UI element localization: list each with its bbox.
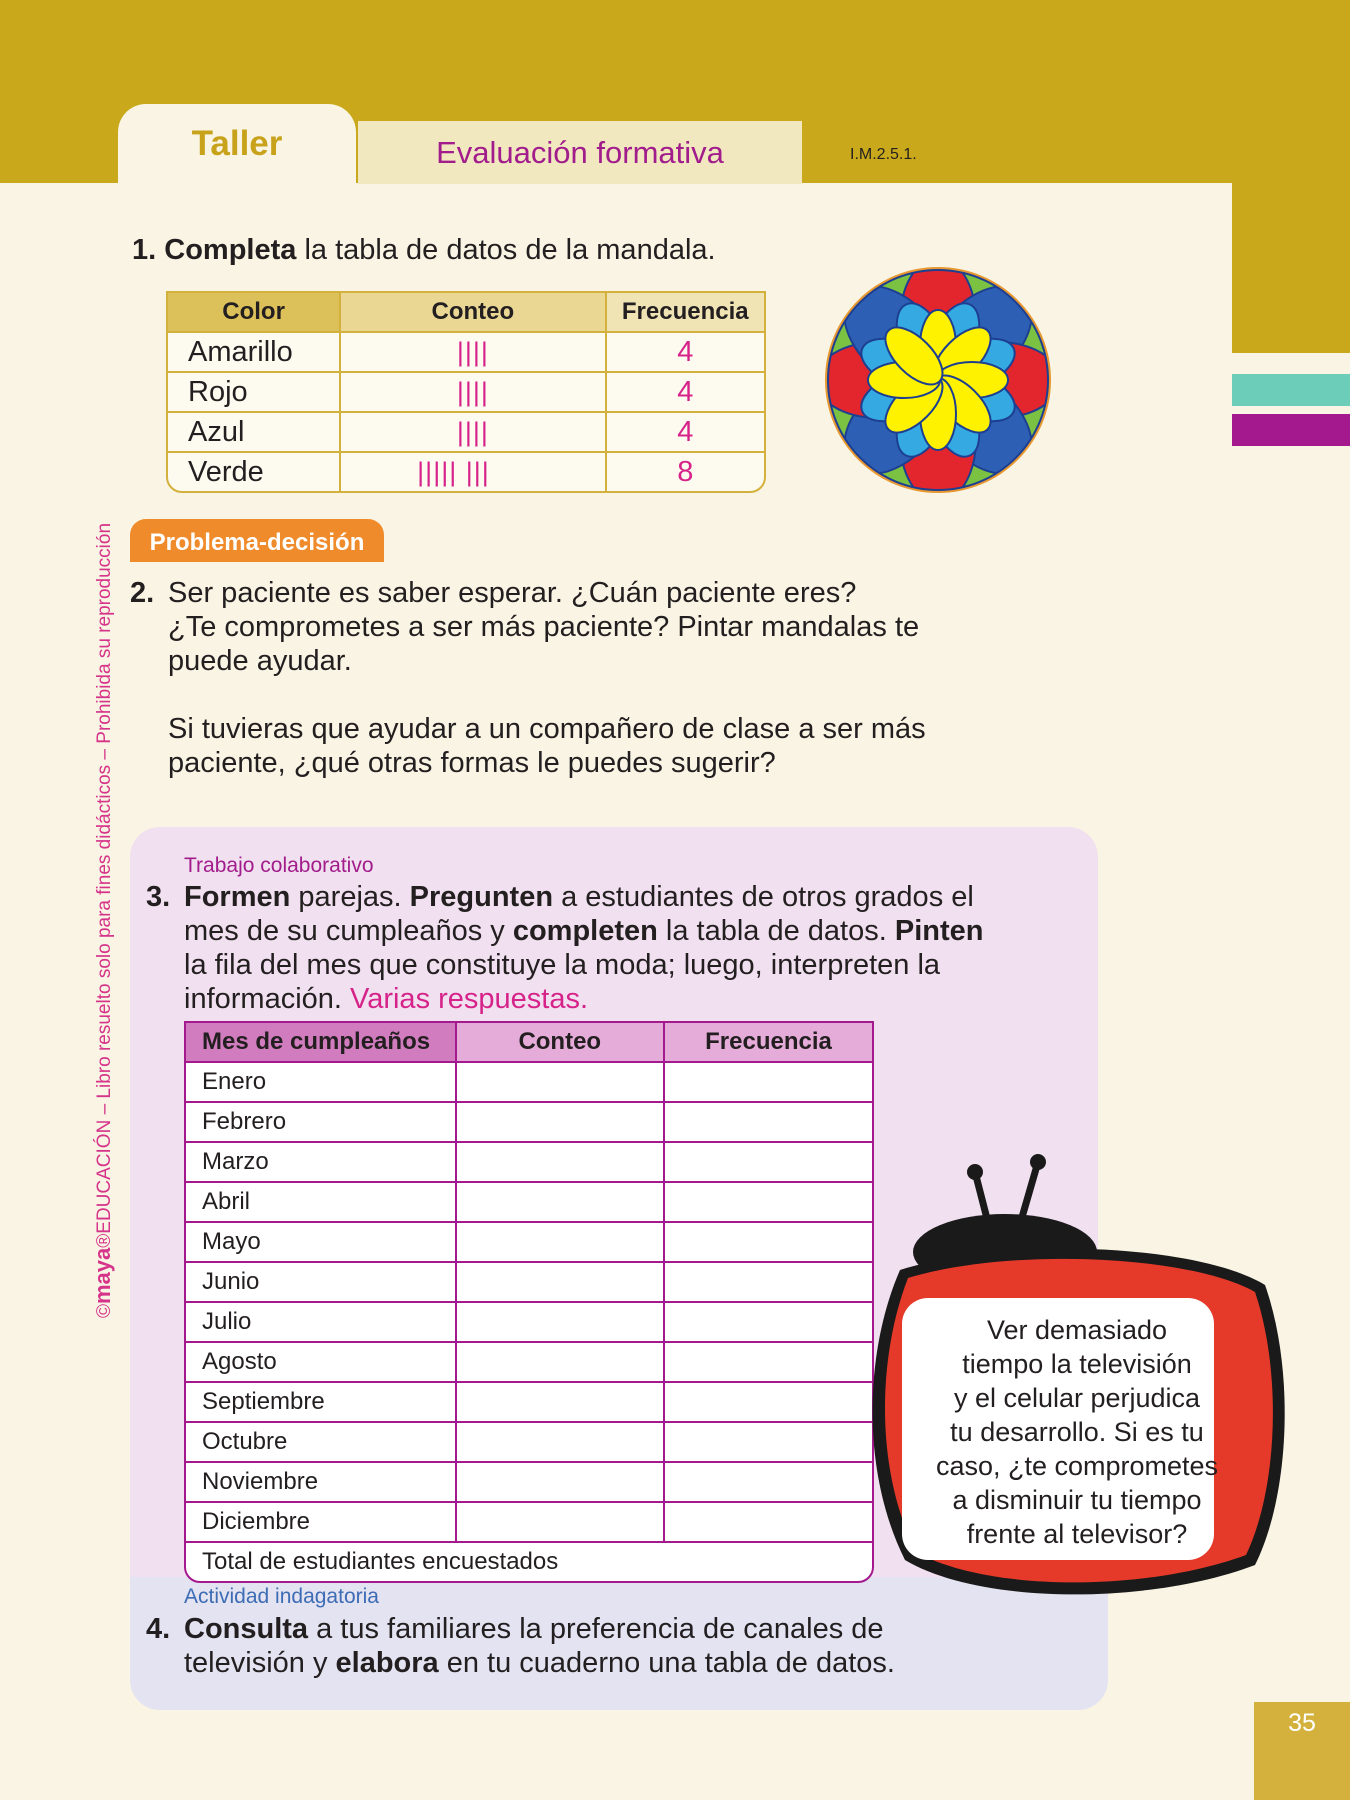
- right-band: [1232, 183, 1350, 353]
- actividad-indagatoria-label: Actividad indagatoria: [184, 1585, 379, 1608]
- header-frecuencia: Frecuencia: [607, 293, 764, 333]
- tv-message: Ver demasiado tiempo la televisión y el celular perjudica tu desarrollo. Si es tu caso, ¿te comprometes a disminuir tu tiempo frente al televisor?: [935, 1315, 1219, 1549]
- table-row: Abril: [186, 1183, 872, 1223]
- question-1: 1. Completa la tabla de datos de la mandala.: [132, 234, 716, 266]
- color-table: [166, 291, 766, 493]
- problema-decision-badge: Problema-decisión: [130, 519, 384, 562]
- table-row: Junio: [186, 1263, 872, 1303]
- table-row: Amarillo |||| 4: [168, 333, 764, 373]
- birthday-table: [184, 1021, 874, 1583]
- table-row: Verde ||||| ||| 8: [168, 453, 764, 491]
- header-color: Color: [168, 293, 341, 333]
- header-conteo: Conteo: [341, 293, 606, 333]
- table-row: Diciembre: [186, 1503, 872, 1543]
- table-row: Noviembre: [186, 1463, 872, 1503]
- header-mes: Mes de cumpleaños: [186, 1023, 457, 1063]
- purple-strip: [1232, 414, 1350, 446]
- table-row: Octubre: [186, 1423, 872, 1463]
- trabajo-colaborativo-label: Trabajo colaborativo: [184, 854, 374, 877]
- copyright-side-text: ©maya®EDUCACIÓN – Libro resuelto solo para fines didácticos – Prohibida su reproducción: [90, 522, 115, 1318]
- header-frecuencia: Frecuencia: [665, 1023, 872, 1063]
- mandala-image: [822, 264, 1054, 496]
- table-row: Azul |||| 4: [168, 413, 764, 453]
- header-conteo: Conteo: [457, 1023, 665, 1063]
- page-number: 35: [1254, 1702, 1350, 1800]
- table-row: Mayo: [186, 1223, 872, 1263]
- table-row: Julio: [186, 1303, 872, 1343]
- table-row: Rojo |||| 4: [168, 373, 764, 413]
- tab-evaluacion: Evaluación formativa: [358, 121, 802, 184]
- table-row: Febrero: [186, 1103, 872, 1143]
- table-row: Septiembre: [186, 1383, 872, 1423]
- indicator-code: I.M.2.5.1.: [850, 146, 917, 163]
- table-row: Marzo: [186, 1143, 872, 1183]
- table-row: Agosto: [186, 1343, 872, 1383]
- teal-strip: [1232, 374, 1350, 406]
- tab-taller: Taller: [118, 104, 356, 186]
- total-row: Total de estudiantes encuestados: [202, 1548, 559, 1575]
- table-row: Enero: [186, 1063, 872, 1103]
